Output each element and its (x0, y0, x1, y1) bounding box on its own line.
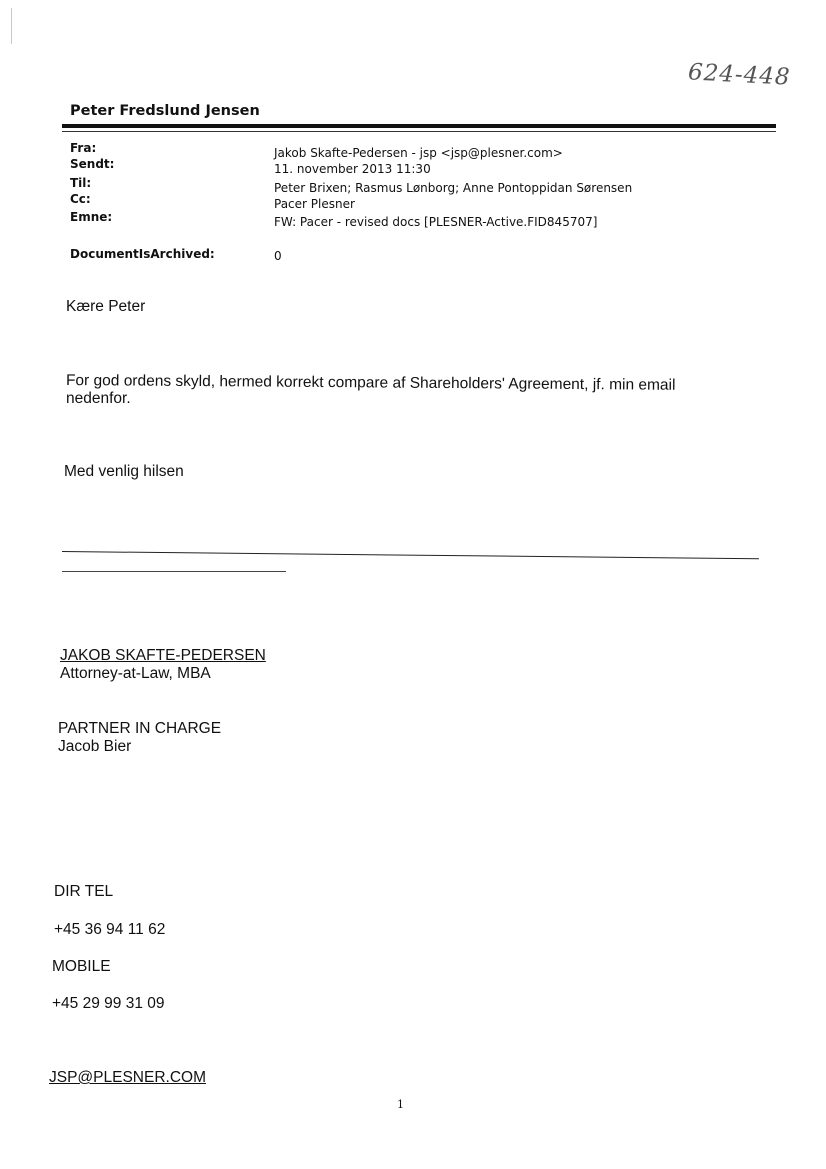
signature-email-link[interactable]: JSP@PLESNER.COM (49, 1069, 206, 1086)
partner-name: Jacob Bier (58, 738, 132, 755)
mobile-label: MOBILE (52, 958, 111, 975)
cc-value: Pacer Plesner (274, 197, 355, 211)
mailbox-owner-name: Peter Fredslund Jensen (70, 103, 260, 119)
signature-title: Attorney-at-Law, MBA (60, 665, 211, 682)
mobile-number: +45 29 99 31 09 (52, 995, 165, 1012)
scan-margin-mark (11, 8, 12, 44)
partner-label: PARTNER IN CHARGE (58, 720, 222, 737)
header-divider-thick (62, 124, 776, 128)
closing: Med venlig hilsen (64, 463, 184, 480)
archived-value: 0 (274, 249, 282, 263)
body-line-1: For god ordens skyld, hermed korrekt compare af Shareholders' Agreement, jf. min email (65, 372, 676, 394)
sent-value: 11. november 2013 11:30 (274, 162, 431, 176)
header-divider-thin (62, 131, 776, 132)
body-line-2: nedenfor. (66, 390, 131, 407)
to-value: Peter Brixen; Rasmus Lønborg; Anne Pontoppidan Sørensen (274, 181, 633, 195)
subject-label: Emne: (70, 210, 113, 224)
signature-divider-long (62, 551, 759, 559)
from-value: Jakob Skafte-Pedersen - jsp <jsp@plesner.com> (274, 146, 563, 160)
to-label: Til: (70, 176, 92, 190)
archived-label: DocumentIsArchived: (70, 247, 215, 261)
dir-tel-number: +45 36 94 11 62 (54, 921, 166, 938)
cc-label: Cc: (70, 192, 91, 206)
greeting: Kære Peter (66, 298, 146, 315)
from-label: Fra: (70, 141, 97, 155)
signature-divider-short (62, 571, 286, 572)
handwritten-document-number: 624-448 (687, 59, 792, 91)
subject-value: FW: Pacer - revised docs [PLESNER-Active.FID845707] (274, 215, 598, 229)
signature-name: JAKOB SKAFTE-PEDERSEN (60, 647, 266, 664)
page-number: 1 (397, 1098, 404, 1111)
dir-tel-label: DIR TEL (54, 883, 114, 900)
sent-label: Sendt: (70, 157, 115, 171)
